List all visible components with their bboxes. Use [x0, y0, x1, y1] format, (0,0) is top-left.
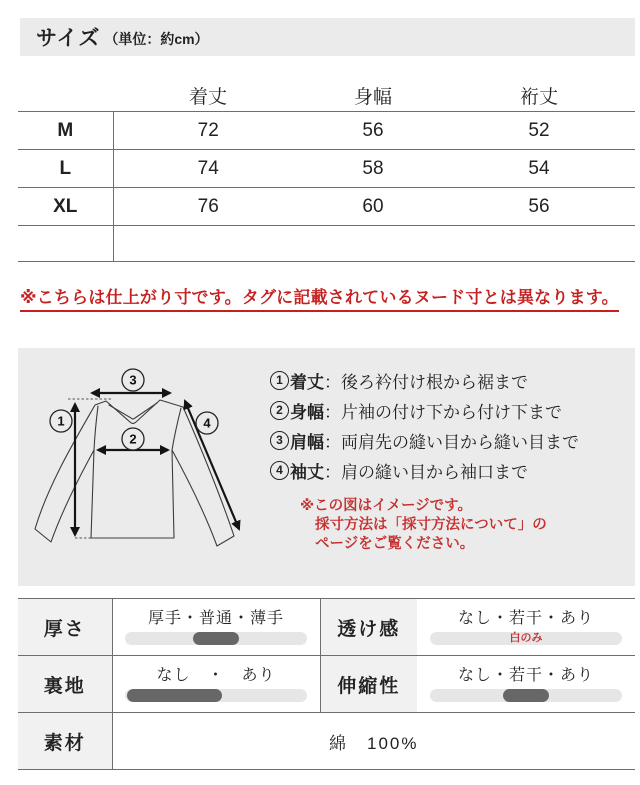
- stretch-slider-track: [430, 689, 622, 702]
- stretch-label: 伸縮性: [320, 656, 417, 713]
- size-table: [18, 80, 635, 262]
- size-label: L: [18, 150, 113, 188]
- thickness-slider-indicator: [193, 632, 239, 645]
- size-section-header: [20, 18, 635, 56]
- table-row-empty: [18, 226, 635, 262]
- material-value-cell: [112, 713, 635, 770]
- legend-marker-4: 4: [270, 461, 289, 480]
- cell-value: 76: [197, 195, 219, 217]
- lining-label: 裏地: [18, 656, 112, 713]
- size-unit-label: （単位：約cm）: [104, 30, 209, 47]
- thickness-options: 厚手・普通・薄手: [147, 610, 284, 627]
- legend-item-length: 1 着丈 ：後ろ衿付け根から裾まで: [270, 365, 579, 395]
- cell-value: 58: [362, 157, 384, 179]
- stretch-options: なし・若干・あり: [457, 667, 594, 684]
- measurement-legend: [258, 348, 579, 586]
- marker-3: 3: [129, 372, 137, 388]
- cell-value: 52: [528, 119, 550, 141]
- marker-4: 4: [203, 415, 211, 431]
- column-header-sleeve: 裄丈: [519, 87, 558, 108]
- size-label: M: [18, 112, 113, 150]
- table-row-xl: [18, 188, 635, 226]
- lining-slider-indicator: [127, 689, 222, 702]
- thickness-value-cell: [112, 599, 320, 656]
- diagram-disclaimer-note: ※この図はイメージです。 採寸方法は「採寸方法について」の ページをご覧ください。: [300, 498, 547, 552]
- thickness-slider-track: [125, 632, 307, 645]
- size-section-title: サイズ: [36, 27, 101, 50]
- legend-item-shoulder: 3 肩幅 ：両肩先の縫い目から縫い目まで: [270, 425, 579, 455]
- column-header-length: 着丈: [188, 87, 227, 108]
- lining-slider-track: [125, 689, 307, 702]
- cell-value: 60: [362, 195, 384, 217]
- size-table-header-row: [18, 80, 635, 112]
- legend-marker-3: 3: [270, 431, 289, 450]
- stretch-slider-indicator: [503, 689, 549, 702]
- fabric-spec-table: [18, 598, 635, 770]
- sheerness-label: 透け感: [320, 599, 417, 656]
- lining-value-cell: [112, 656, 320, 713]
- cell-value: 56: [528, 195, 550, 217]
- legend-item-sleeve: 4 袖丈 ：肩の縫い目から袖口まで: [270, 455, 579, 485]
- table-row-l: [18, 150, 635, 188]
- spec-row-3: [18, 713, 635, 770]
- marker-2: 2: [129, 431, 137, 447]
- stretch-value-cell: [417, 656, 635, 713]
- cell-value: 56: [362, 119, 384, 141]
- sheerness-options: なし・若干・あり: [457, 610, 594, 627]
- sheerness-slider-track: [430, 632, 622, 645]
- sheerness-note: 白のみ: [509, 632, 543, 644]
- finished-size-notice: ※こちらは仕上がり寸です。タグに記載されているヌード寸とは異なります。: [20, 283, 640, 312]
- column-header-width: 身幅: [353, 87, 392, 108]
- legend-marker-2: 2: [270, 401, 289, 420]
- spec-row-2: [18, 656, 635, 713]
- measurement-diagram-section: [18, 348, 635, 586]
- cell-value: 54: [528, 157, 550, 179]
- legend-marker-1: 1: [270, 371, 289, 390]
- material-label: 素材: [18, 713, 112, 770]
- marker-1: 1: [57, 413, 65, 429]
- shirt-measurement-illustration: [20, 350, 258, 584]
- cell-value: 72: [197, 119, 219, 141]
- size-label: XL: [18, 188, 113, 226]
- thickness-label: 厚さ: [18, 599, 112, 656]
- lining-options: なし ・ あり: [156, 667, 276, 684]
- sheerness-value-cell: [417, 599, 635, 656]
- legend-item-width: 2 身幅 ：片袖の付け下から付け下まで: [270, 395, 579, 425]
- material-value: 綿 100%: [329, 733, 419, 753]
- cell-value: 74: [197, 157, 219, 179]
- table-row-m: [18, 112, 635, 150]
- spec-row-1: [18, 599, 635, 656]
